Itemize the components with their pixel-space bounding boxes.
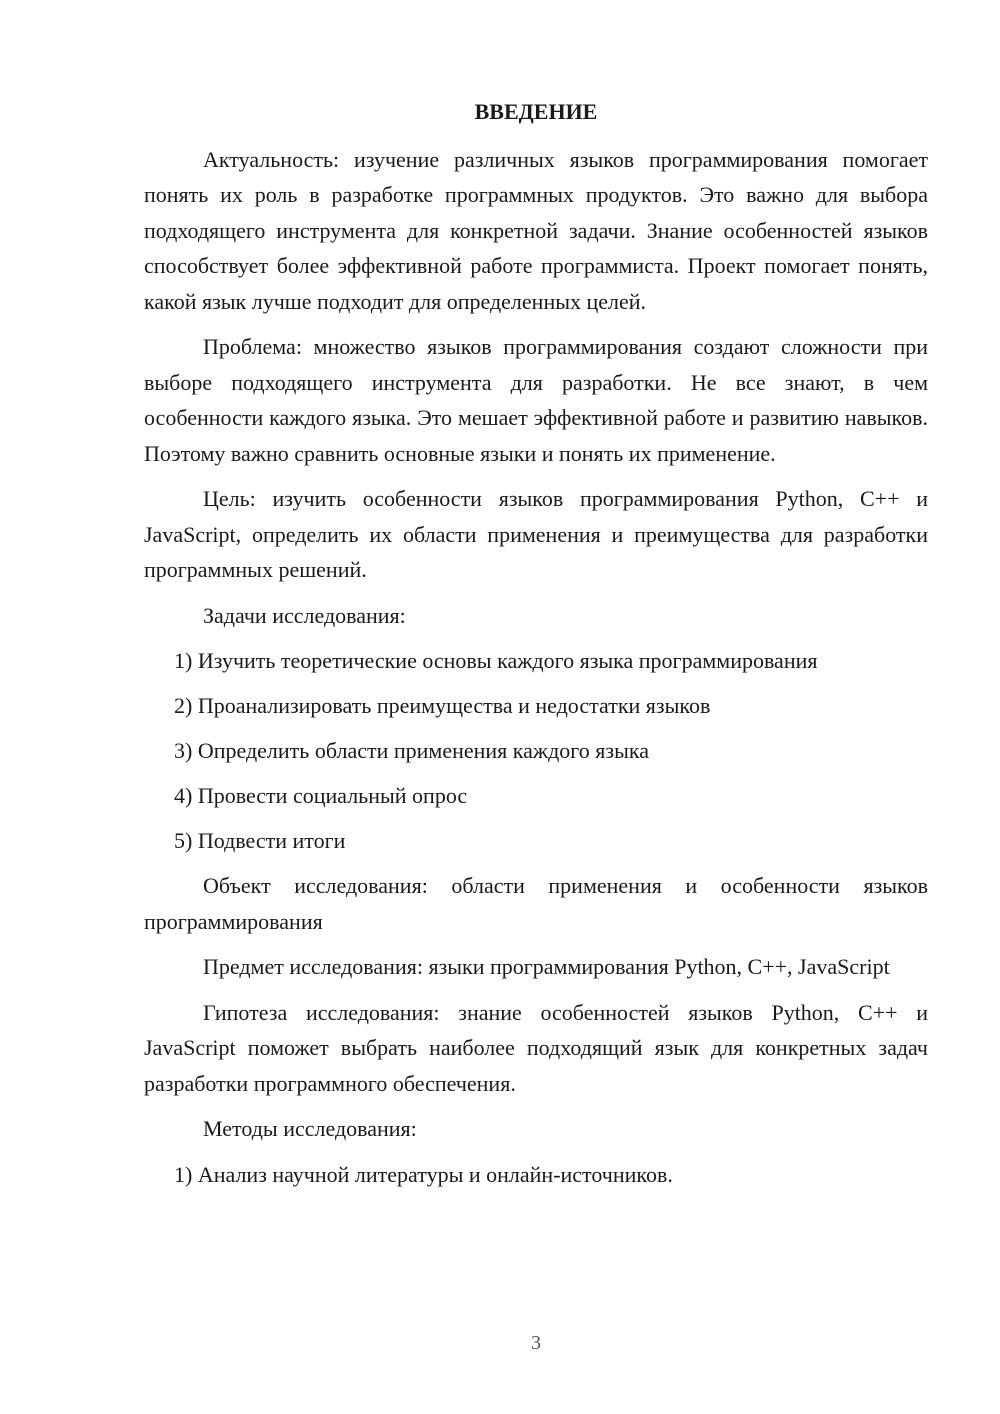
methods-label: Методы исследования: xyxy=(203,1116,417,1142)
hypothesis-paragraph: Гипотеза исследования: знание особенностей языков Python, C++ и JavaScript поможет выбрать наиболее подходящий язык для конкретных задач разработки программного обеспечения. xyxy=(144,999,928,1096)
task-item: 4) Провести социальный опрос xyxy=(174,783,468,809)
subject-paragraph: Предмет исследования: языки программирования Python, C++, JavaScript xyxy=(203,954,890,980)
page-number: 3 xyxy=(531,1332,541,1354)
task-item: 2) Проанализировать преимущества и недостатки языков xyxy=(174,693,711,719)
problem-paragraph: Проблема: множество языков программирования создают сложности при выборе подходящего инструмента для разработки. Не все знают, в чем особенности каждого языка. Это мешает эффективной работе и развитию навыков. Поэтому важно сравнить основные языки и понять их применение. xyxy=(144,334,928,466)
relevance-paragraph: Актуальность: изучение различных языков программирования помогает понять их роль в разработке программных продуктов. Это важно для выбора подходящего инструмента для конкретной задачи. Знание особенностей языков способствует более эффективной работе программиста. Проект помогает понять, какой язык лучше подходит для определенных целей. xyxy=(144,146,928,314)
tasks-label: Задачи исследования: xyxy=(203,602,406,628)
goal-paragraph: Цель: изучить особенности языков программирования Python, C++ и JavaScript, определить их области применения и преимущества для разработки программных решений. xyxy=(144,486,928,582)
task-item: 5) Подвести итоги xyxy=(174,828,346,854)
object-paragraph: Объект исследования: области применения и особенности языков программирования xyxy=(144,873,928,934)
section-title: ВВЕДЕНИЕ xyxy=(474,99,598,124)
method-item: 1) Анализ научной литературы и онлайн-источников. xyxy=(174,1161,673,1187)
task-item: 3) Определить области применения каждого языка xyxy=(174,738,649,764)
document-body xyxy=(144,94,928,1202)
task-item: 1) Изучить теоретические основы каждого языка программирования xyxy=(174,648,818,673)
